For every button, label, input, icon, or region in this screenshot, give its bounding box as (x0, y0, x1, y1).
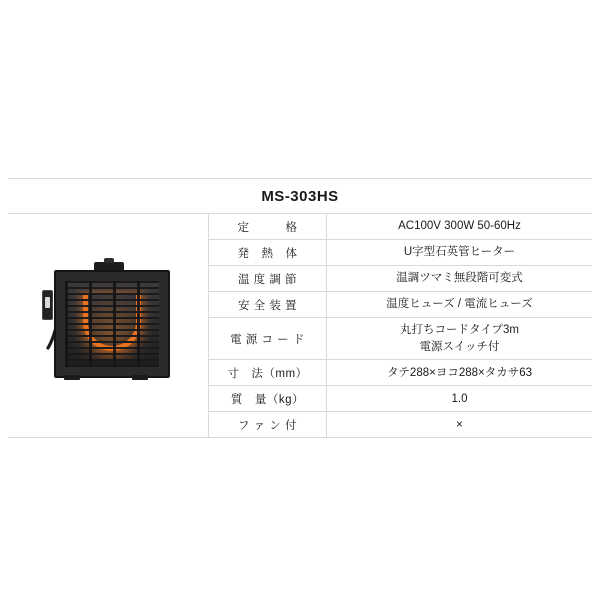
page-title: MS-303HS (261, 187, 339, 205)
heater-illustration (42, 262, 170, 380)
spec-value: AC100V 300W 50-60Hz (398, 220, 521, 233)
product-image-cell (8, 214, 209, 437)
table-row (209, 240, 592, 266)
spec-value-cell (327, 292, 592, 317)
spec-value: × (456, 418, 463, 431)
spec-value-cell (327, 318, 592, 359)
spec-value-secondary: 電源スイッチ付 (419, 340, 500, 353)
heater-reflector (65, 281, 159, 367)
spec-value: 1.0 (451, 392, 468, 405)
spec-label: 質 量（kg） (209, 386, 327, 411)
spec-body-row (8, 214, 592, 437)
table-row (209, 266, 592, 292)
table-row (209, 292, 592, 318)
cord-switch-icon (42, 290, 53, 320)
model-title-row (8, 179, 592, 214)
table-row (209, 386, 592, 412)
spec-value-cell (327, 412, 592, 437)
front-grille-vertical (65, 281, 159, 367)
table-row (209, 360, 592, 386)
spec-label: 寸 法（mm） (209, 360, 327, 385)
table-row (209, 318, 592, 360)
spec-label: 温 度 調 節 (209, 266, 327, 291)
table-row (209, 412, 592, 437)
spec-value-cell (327, 360, 592, 385)
spec-value: タテ288×ヨコ288×タカサ63 (386, 366, 533, 379)
spec-value: 温度ヒューズ / 電流ヒューズ (386, 298, 533, 311)
spec-value: 温調ツマミ無段階可変式 (396, 272, 523, 285)
spec-label: フ ァ ン 付 (209, 412, 327, 437)
spec-value-cell (327, 386, 592, 411)
spec-label: 電 源 コ ー ド (209, 318, 327, 359)
spec-value: 丸打ちコードタイプ3m (400, 324, 519, 336)
heater-foot-right (132, 375, 148, 380)
spec-label: 発 熱 体 (209, 240, 327, 265)
table-row (209, 214, 592, 240)
spec-label: 定 格 (209, 214, 327, 239)
spec-value-cell (327, 266, 592, 291)
heater-foot-left (64, 375, 80, 380)
spec-label: 安 全 装 置 (209, 292, 327, 317)
spec-table (209, 214, 592, 437)
spec-sheet (8, 178, 592, 438)
spec-value: U字型石英管ヒーター (403, 246, 516, 259)
heater-cabinet (54, 270, 170, 378)
spec-value-cell (327, 214, 592, 239)
spec-value-cell (327, 240, 592, 265)
